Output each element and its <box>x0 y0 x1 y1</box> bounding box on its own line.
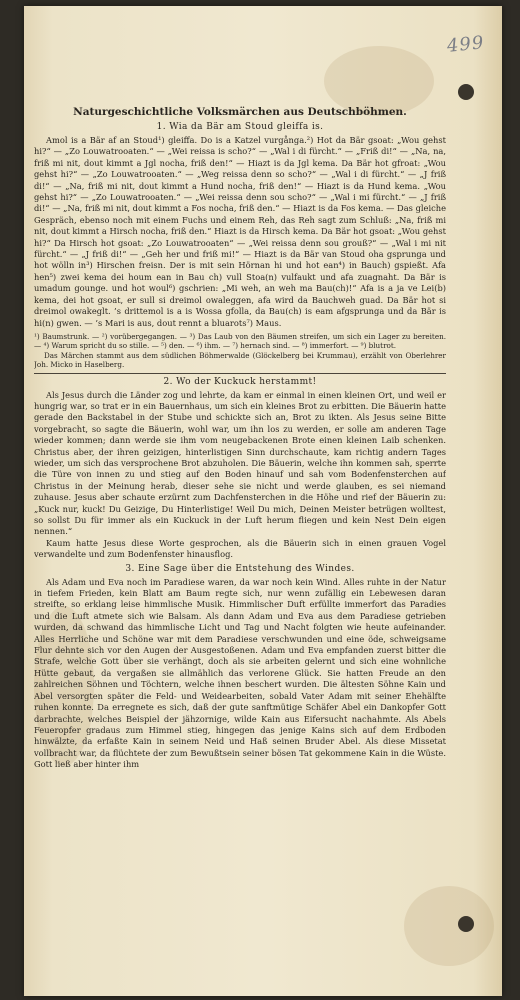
footnotes: ¹) Baumstrunk. — ²) vorübergegangen. — ³) Das Laub von den Bäumen streifen, um sich ein Lager zu bereiten. — ⁴) Warum spricht du so stille. — ⁵) den. — ⁶) ihm. — ⁷) hernach sind. — ⁸) immerfort. — ⁹) blutrot. <box>34 331 446 351</box>
document-title: Naturgeschichtliche Volksmärchen aus Deutschböhmen. <box>73 106 407 118</box>
section-paragraph: Als Jesus durch die Länder zog und lehrte, da kam er einmal in einen kleinen Ort, und weil er hungrig war, so trat er in ein Bauernhaus, um sich ein kleines Brot zu erbitten. Die Bäuerin hatte gerade den Backstabel in der Stube und schickte sich an, Brot zu ikten. Als Jesus seine Bitte vorgebracht, so sagte die Bäuerin, wohl war, um ihn los zu werden, er solle am anderen Tage wieder kommen; dann werde sie ihm vom neugebackenen Brote einen kleinen Laib schenken. Christus aber, der ihren geizigen, hinterlistigen Sinn durchschaute, kam richtig andern Tages wieder, um sich das versprochene Brot abzuholen. Die Bäuerin, welche ihn kommen sah, sperrte die Türe von innen zu und stieg auf den Boden hinauf und sah vom Bodenfensterchen auf Christus in der Meinung herab, dieser sehe sie nicht und werde glauben, es sei niemand zuhause. Jesus aber schaute erzürnt zum Dachfensterchen in die Höhe und rief der Bäuerin zu: „Kuck nur, kuck! Du Geizige, Du Hinterlistige! Weil Du mich, Deinen Meister betrügen wolltest, so sollst Du für immer als ein Kuckuck in der Luft herum fliegen und kein Nest Dein eigen nennen.“ <box>34 389 446 537</box>
page-mark: 499 <box>445 32 485 57</box>
punch-hole <box>458 916 474 932</box>
section-heading: 3. Eine Sage über die Entstehung des Windes. <box>125 563 355 574</box>
section-1 <box>34 122 446 370</box>
punch-hole <box>458 84 474 100</box>
section-3 <box>34 564 446 771</box>
document-content <box>34 106 446 981</box>
source-note: Das Märchen stammt aus dem südlichen Böhmerwalde (Glöckelberg bei Krummau), erzählt von Oberlehrer Joh. Micko in Haselberg. <box>34 350 446 370</box>
section-paragraph: Amol is a Bär af an Stoud¹) gleiffa. Do is a Katzel vurgånga.²) Hot da Bär gsoat: „Wou gehst hi?“ — „Zo Louwatrooaten.“ — „Wei reissa is scho?“ — „Wal i di fürcht.“ — „Friß di!“ — „Na, na, friß mi nit, dout kimmt a Jgl nocha, friß den!“ — Hiazt is da Jgl kema. Da Bär hot gfroat: „Wou gehst hi?“ — „Zo Louwatrooaten.“ — „Weg reissa denn so scho?“ — „Wal i di fürcht.“ — „J friß di!“ — „Na, friß mi nit, dout kimmt a Hund nocha, friß den!“ — Hiazt is da Hund kema. „Wou gehst hi?“ — „Zo Louwatrooaten.“ — „Wei reissa denn sou scho?“ — „Wal i mi fürcht.“ — „J friß di!“ — „Na, friß mi nit, dout kimmt a Fos nocha, friß den.“ — Hiazt is da Fos kema. — Das gleiche Gespräch, ebenso noch mit einem Fuchs und einem Reh, das Reh sagt zum Schluß: „Na, friß mi nit, dout kimmt a Hirsch nocha, friß den.“ Hiazt is da Hirsch kema. Da Bär hot gsoat: „Wou gehst hi?“ Da Hirsch hot gsoat: „Zo Louwatrooaten“ — „Wei reissa denn sou grouß?“ — „Wal i mi nit fürcht.“ — „J friß di!“ — „Geh her und friß mi!“ — Hiazt is da Bär van Stoud oha gsprunga und hot wölln in³) Hirschen freisn. Der is mit sein Hörnan hi und hot ean⁴) in Bauch) gspießt. Afa hen⁵) zwei kema dei houm ean in Bau ch) vull Stoa(n) vulfaukt und afa zuagnaht. Da Bär is umadum gounge. und hot woul⁶) gschrien: „Mi weh, an weh ma Bau(ch)!“ Afa is a ja ve Lei(b) kema, dei hot gsoat, er sull si dreimol owaleggen, afa wird da Bauchweh guad. Da Bär hot si dreimol owakeglt. ’s drittemol is a is Wossa gfolla, da Bau(ch) is eam afgsprunga und da Bär is hi(n) gwen. — ’s Mari is aus, dout rennt a bluarots⁷) Maus. <box>34 135 446 328</box>
section-divider <box>34 373 446 374</box>
section-paragraph: Als Adam und Eva noch im Paradiese waren, da war noch kein Wind. Alles ruhte in der Natur in tiefem Frieden, kein Blatt am Baum regte sich, nur wenn zufällig ein Lebewesen daran streifte, so erklang leise himmlische Musik. Himmlischer Duft erfüllte immerfort das Paradies und die Luft atmete sich wie Balsam. Als dann Adam und Eva aus dem Paradiese getrieben wurden, da schwand das himmlische Licht und Tag und Nacht folgten wie heute aufeinander. Alles Herrliche und Schöne war mit dem Paradiese verschwunden und eine öde, schweigsame Flur dehnte sich vor den Augen der Ausgestoßenen. Adam und Eva empfanden zuerst bitter die Strafe, welche Gott über sie verhängt, doch als sie arbeiten gelernt und sich eine wohnliche Hütte gebaut, da vergaßen sie allmählich das verlorene Glück. Sie hatten Freude an den zahlreichen Söhnen und Töchtern, welche ihnen beschert wurden. Die ältesten Söhne Kain und Abel versorgten später die Feld- und Weidearbeiten, sobald Vater Adam mit seiner Ehehälfte ruhen konnte. Da erregnete es sich, daß der gute sanftmütige Schäfer Abel ein Dankopfer Gott darbrachte, welches Beispiel der jähzornige, wilde Kain aus Eifersucht nachahmte. Als Abels Feueropfer gradaus zum Himmel stieg, hingegen das jenige Kains sich auf dem Erdboden hinwälzte, da erfaßte Kain in seinem Neid und Haß seinen Bruder Abel. Als diese Missetat vollbracht war, da flüchtete der zum Bewußtsein seiner bösen Tat gekommene Kain in die Wüste. Gott ließ aber hinter ihm <box>34 576 446 770</box>
section-2 <box>34 377 446 561</box>
section-heading: 2. Wo der Kuckuck herstammt! <box>163 376 317 387</box>
section-paragraph: Kaum hatte Jesus diese Worte gesprochen, als die Bäuerin sich in einen grauen Vogel verwandelte und zum Bodenfenster hinausflog. <box>34 537 446 560</box>
section-heading: 1. Wia da Bär am Stoud gleiffa is. <box>156 122 324 132</box>
